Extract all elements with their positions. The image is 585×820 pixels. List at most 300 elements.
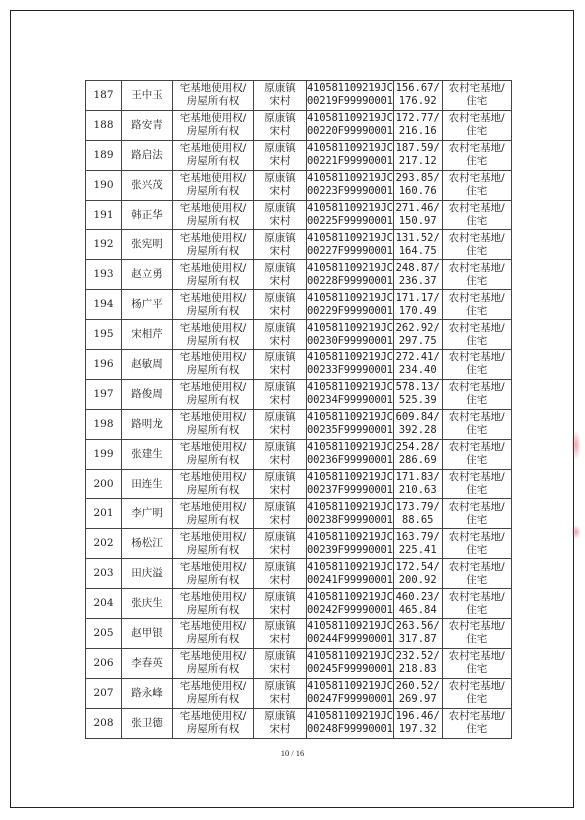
parcel-code-cell <box>307 499 394 529</box>
location-text: 宋村 <box>269 663 291 676</box>
area-text: 196.46/ <box>395 710 440 723</box>
land-use-text: 住宅 <box>466 334 488 347</box>
area-cell <box>393 350 442 380</box>
page-number: 10 / 16 <box>280 748 305 758</box>
land-use-text: 住宅 <box>466 693 488 706</box>
land-use-cell <box>442 260 511 290</box>
right-type-cell <box>173 439 254 469</box>
land-use-text: 农村宅基地/ <box>448 82 505 95</box>
land-use-cell <box>442 379 511 409</box>
row-number-cell <box>86 499 122 529</box>
table-row <box>86 290 512 320</box>
area-cell <box>393 200 442 230</box>
land-use-text: 住宅 <box>466 364 488 377</box>
right-type-cell <box>173 230 254 260</box>
area-text: 163.79/ <box>395 530 440 543</box>
owner-name-text: 赵甲银 <box>131 626 163 639</box>
land-use-text: 农村宅基地/ <box>448 112 505 125</box>
land-use-cell <box>442 170 511 200</box>
land-use-text: 农村宅基地/ <box>448 590 505 603</box>
land-use-text: 农村宅基地/ <box>448 261 505 274</box>
table-row <box>86 350 512 380</box>
land-use-cell <box>442 469 511 499</box>
land-use-text: 住宅 <box>466 424 488 437</box>
land-use-text: 住宅 <box>466 304 488 317</box>
table-row <box>86 260 512 290</box>
right-type-cell <box>173 499 254 529</box>
area-text: 171.83/ <box>395 471 440 484</box>
area-text: 260.52/ <box>395 680 440 693</box>
location-cell <box>254 439 307 469</box>
land-use-text: 住宅 <box>466 244 488 257</box>
right-type-text: 宅基地使用权/ <box>179 530 247 543</box>
right-type-cell <box>173 469 254 499</box>
location-text: 宋村 <box>269 603 291 616</box>
area-cell <box>393 140 442 170</box>
area-cell <box>393 529 442 559</box>
location-cell <box>254 619 307 649</box>
right-type-text: 房屋所有权 <box>186 693 240 706</box>
area-text: 131.52/ <box>395 231 440 244</box>
owner-name-cell <box>122 409 173 439</box>
owner-name-text: 李春英 <box>131 656 163 669</box>
table-row <box>86 81 512 111</box>
land-use-cell <box>442 110 511 140</box>
location-cell <box>254 110 307 140</box>
parcel-code-cell <box>307 379 394 409</box>
row-number-text: 191 <box>93 208 114 221</box>
area-cell <box>393 320 442 350</box>
owner-name-cell <box>122 260 173 290</box>
parcel-code-text: 410581109219JC <box>307 500 393 513</box>
location-text: 宋村 <box>269 185 291 198</box>
land-use-text: 农村宅基地/ <box>448 411 505 424</box>
row-number-text: 208 <box>93 716 114 729</box>
land-use-text: 农村宅基地/ <box>448 680 505 693</box>
owner-name-cell <box>122 619 173 649</box>
area-text: 156.67/ <box>395 82 440 95</box>
land-use-cell <box>442 678 511 708</box>
parcel-code-cell <box>307 678 394 708</box>
row-number-text: 195 <box>93 328 114 341</box>
location-cell <box>254 350 307 380</box>
area-text: 225.41 <box>398 543 437 556</box>
owner-name-cell <box>122 290 173 320</box>
right-type-text: 房屋所有权 <box>186 394 240 407</box>
location-text: 宋村 <box>269 723 291 736</box>
land-use-text: 住宅 <box>466 215 488 227</box>
area-text: 286.69 <box>398 454 437 467</box>
owner-name-cell <box>122 170 173 200</box>
land-use-text: 农村宅基地/ <box>448 381 505 394</box>
right-type-cell <box>173 200 254 230</box>
table-row <box>86 708 512 738</box>
location-cell <box>254 320 307 350</box>
row-number-cell <box>86 170 122 200</box>
area-cell <box>393 81 442 111</box>
row-number-cell <box>86 290 122 320</box>
location-text: 宋村 <box>269 304 291 317</box>
owner-name-cell <box>122 200 173 230</box>
table-row <box>86 320 512 350</box>
row-number-text: 205 <box>93 626 114 639</box>
table-row <box>86 559 512 589</box>
land-use-cell <box>442 200 511 230</box>
area-cell <box>393 379 442 409</box>
location-cell <box>254 529 307 559</box>
area-text: 200.92 <box>398 573 437 586</box>
land-use-cell <box>442 559 511 589</box>
location-text: 宋村 <box>269 125 291 138</box>
right-type-text: 房屋所有权 <box>186 424 240 437</box>
owner-name-text: 李广明 <box>131 507 163 520</box>
location-text: 宋村 <box>269 274 291 287</box>
right-type-text: 宅基地使用权/ <box>179 321 247 334</box>
parcel-code-cell <box>307 439 394 469</box>
land-use-text: 住宅 <box>466 633 488 646</box>
parcel-code-text: 410581109219JC <box>307 441 393 454</box>
location-text: 宋村 <box>269 334 291 347</box>
right-type-text: 宅基地使用权/ <box>179 680 247 693</box>
land-use-text: 住宅 <box>466 484 488 497</box>
area-cell <box>393 678 442 708</box>
location-text: 原康镇 <box>264 112 296 125</box>
land-use-text: 农村宅基地/ <box>448 650 505 663</box>
location-text: 宋村 <box>269 454 291 467</box>
location-text: 原康镇 <box>264 411 296 424</box>
land-use-text: 住宅 <box>466 723 488 736</box>
parcel-code-text: 00228F99990001 <box>307 274 393 287</box>
right-type-cell <box>173 559 254 589</box>
right-type-text: 房屋所有权 <box>186 484 240 497</box>
right-type-text: 房屋所有权 <box>186 185 240 198</box>
location-cell <box>254 409 307 439</box>
owner-name-text: 赵立勇 <box>131 268 163 281</box>
right-type-cell <box>173 708 254 738</box>
area-text: 460.23/ <box>395 590 440 603</box>
right-type-cell <box>173 320 254 350</box>
parcel-code-cell <box>307 409 394 439</box>
parcel-code-text: 00238F99990001 <box>307 513 393 526</box>
area-text: 317.87 <box>398 633 437 646</box>
parcel-code-text: 410581109219JC <box>307 560 393 573</box>
location-text: 原康镇 <box>264 710 296 723</box>
owner-name-cell <box>122 499 173 529</box>
location-text: 宋村 <box>269 513 291 526</box>
area-cell <box>393 170 442 200</box>
parcel-code-text: 410581109219JC <box>307 471 393 484</box>
row-number-text: 192 <box>93 238 114 251</box>
right-type-text: 房屋所有权 <box>186 663 240 676</box>
area-text: 160.76 <box>398 185 437 198</box>
row-number-text: 202 <box>93 537 114 550</box>
area-text: 263.56/ <box>395 620 440 633</box>
parcel-code-text: 410581109219JC <box>307 261 393 274</box>
parcel-code-cell <box>307 320 394 350</box>
right-type-cell <box>173 529 254 559</box>
parcel-code-text: 00225F99990001 <box>307 215 393 227</box>
right-type-text: 宅基地使用权/ <box>179 620 247 633</box>
parcel-code-text: 410581109219JC <box>307 231 393 244</box>
parcel-code-text: 410581109219JC <box>307 411 393 424</box>
area-text: 525.39 <box>398 394 437 407</box>
row-number-text: 201 <box>93 507 114 520</box>
area-text: 465.84 <box>398 603 437 616</box>
area-cell <box>393 469 442 499</box>
location-cell <box>254 379 307 409</box>
row-number-text: 203 <box>93 567 114 580</box>
land-use-text: 住宅 <box>466 573 488 586</box>
right-type-cell <box>173 379 254 409</box>
land-use-text: 农村宅基地/ <box>448 321 505 334</box>
right-type-text: 宅基地使用权/ <box>179 650 247 663</box>
parcel-code-text: 00229F99990001 <box>307 304 393 317</box>
area-cell <box>393 499 442 529</box>
table-row <box>86 499 512 529</box>
parcel-code-text: 410581109219JC <box>307 620 393 633</box>
right-type-text: 房屋所有权 <box>186 633 240 646</box>
row-number-text: 204 <box>93 597 114 610</box>
area-cell <box>393 110 442 140</box>
table-row <box>86 379 512 409</box>
right-type-text: 宅基地使用权/ <box>179 291 247 304</box>
parcel-code-text: 410581109219JC <box>307 530 393 543</box>
area-text: 271.46/ <box>395 202 440 214</box>
row-number-cell <box>86 589 122 619</box>
row-number-text: 193 <box>93 268 114 281</box>
owner-name-cell <box>122 648 173 678</box>
right-type-cell <box>173 350 254 380</box>
row-number-text: 189 <box>93 148 114 161</box>
row-number-cell <box>86 140 122 170</box>
land-use-text: 住宅 <box>466 95 488 108</box>
table-row <box>86 529 512 559</box>
owner-name-text: 韩正华 <box>131 208 163 221</box>
area-text: 197.32 <box>398 723 437 736</box>
parcel-code-cell <box>307 529 394 559</box>
row-number-text: 197 <box>93 387 114 400</box>
parcel-code-cell <box>307 170 394 200</box>
land-use-text: 农村宅基地/ <box>448 471 505 484</box>
area-text: 234.40 <box>398 364 437 377</box>
land-use-text: 农村宅基地/ <box>448 620 505 633</box>
area-text: 172.77/ <box>395 112 440 125</box>
row-number-cell <box>86 708 122 738</box>
table-row <box>86 140 512 170</box>
area-text: 164.75 <box>398 244 437 257</box>
parcel-code-cell <box>307 230 394 260</box>
owner-name-cell <box>122 469 173 499</box>
right-type-text: 宅基地使用权/ <box>179 172 247 185</box>
parcel-code-text: 00230F99990001 <box>307 334 393 347</box>
area-cell <box>393 559 442 589</box>
row-number-text: 200 <box>93 477 114 490</box>
owner-name-text: 张建生 <box>131 447 163 460</box>
location-text: 宋村 <box>269 693 291 706</box>
location-text: 宋村 <box>269 95 291 108</box>
right-type-text: 宅基地使用权/ <box>179 471 247 484</box>
location-text: 宋村 <box>269 573 291 586</box>
parcel-code-cell <box>307 260 394 290</box>
parcel-code-text: 410581109219JC <box>307 590 393 603</box>
owner-name-cell <box>122 350 173 380</box>
location-text: 原康镇 <box>264 650 296 663</box>
right-type-text: 宅基地使用权/ <box>179 261 247 274</box>
owner-name-text: 张卫德 <box>131 716 163 729</box>
land-use-text: 农村宅基地/ <box>448 560 505 573</box>
right-type-text: 宅基地使用权/ <box>179 82 247 95</box>
land-use-text: 农村宅基地/ <box>448 142 505 155</box>
right-type-text: 房屋所有权 <box>186 513 240 526</box>
land-use-cell <box>442 529 511 559</box>
location-text: 宋村 <box>269 543 291 556</box>
owner-name-text: 路俊周 <box>131 387 163 400</box>
location-text: 原康镇 <box>264 231 296 244</box>
land-use-text: 农村宅基地/ <box>448 231 505 244</box>
parcel-code-cell <box>307 559 394 589</box>
parcel-code-text: 00227F99990001 <box>307 244 393 257</box>
land-use-text: 农村宅基地/ <box>448 291 505 304</box>
right-type-text: 宅基地使用权/ <box>179 710 247 723</box>
location-text: 原康镇 <box>264 620 296 633</box>
right-type-text: 宅基地使用权/ <box>179 142 247 155</box>
owner-name-text: 张宪明 <box>131 238 163 251</box>
parcel-code-text: 410581109219JC <box>307 351 393 364</box>
parcel-code-text: 410581109219JC <box>307 650 393 663</box>
owner-name-text: 路启法 <box>131 148 163 161</box>
land-use-text: 农村宅基地/ <box>448 202 505 214</box>
location-text: 原康镇 <box>264 261 296 274</box>
owner-name-cell <box>122 230 173 260</box>
location-text: 原康镇 <box>264 500 296 513</box>
parcel-code-text: 00234F99990001 <box>307 394 393 407</box>
right-type-text: 房屋所有权 <box>186 454 240 467</box>
parcel-code-text: 410581109219JC <box>307 202 393 214</box>
parcel-code-text: 410581109219JC <box>307 112 393 125</box>
right-type-text: 房屋所有权 <box>186 573 240 586</box>
location-cell <box>254 230 307 260</box>
owner-name-cell <box>122 589 173 619</box>
right-type-text: 房屋所有权 <box>186 603 240 616</box>
parcel-code-text: 410581109219JC <box>307 680 393 693</box>
location-text: 宋村 <box>269 394 291 407</box>
location-text: 宋村 <box>269 633 291 646</box>
right-type-text: 房屋所有权 <box>186 334 240 347</box>
parcel-code-text: 410581109219JC <box>307 142 393 155</box>
parcel-code-text: 00241F99990001 <box>307 573 393 586</box>
owner-name-cell <box>122 140 173 170</box>
row-number-cell <box>86 81 122 111</box>
location-cell <box>254 290 307 320</box>
area-text: 272.41/ <box>395 351 440 364</box>
location-cell <box>254 648 307 678</box>
land-use-cell <box>442 290 511 320</box>
location-text: 原康镇 <box>264 560 296 573</box>
row-number-cell <box>86 439 122 469</box>
parcel-code-text: 00242F99990001 <box>307 603 393 616</box>
land-use-text: 住宅 <box>466 125 488 138</box>
row-number-text: 188 <box>93 118 114 131</box>
parcel-code-text: 00219F99990001 <box>307 95 393 108</box>
right-type-text: 宅基地使用权/ <box>179 381 247 394</box>
right-type-cell <box>173 409 254 439</box>
right-type-text: 房屋所有权 <box>186 364 240 377</box>
right-type-text: 宅基地使用权/ <box>179 411 247 424</box>
location-text: 原康镇 <box>264 321 296 334</box>
right-type-cell <box>173 110 254 140</box>
location-text: 原康镇 <box>264 530 296 543</box>
area-cell <box>393 648 442 678</box>
right-type-cell <box>173 170 254 200</box>
owner-name-text: 路明龙 <box>131 417 163 430</box>
parcel-code-text: 410581109219JC <box>307 291 393 304</box>
registry-table <box>85 80 512 739</box>
right-type-cell <box>173 678 254 708</box>
owner-name-text: 路安青 <box>131 118 163 131</box>
parcel-code-cell <box>307 110 394 140</box>
table-row <box>86 409 512 439</box>
area-cell <box>393 260 442 290</box>
parcel-code-cell <box>307 290 394 320</box>
area-text: 236.37 <box>398 274 437 287</box>
parcel-code-cell <box>307 140 394 170</box>
location-text: 原康镇 <box>264 381 296 394</box>
land-use-text: 住宅 <box>466 513 488 526</box>
area-text: 392.28 <box>398 424 437 437</box>
right-type-text: 房屋所有权 <box>186 215 240 227</box>
owner-name-text: 赵敏周 <box>131 357 163 370</box>
parcel-code-cell <box>307 619 394 649</box>
owner-name-cell <box>122 439 173 469</box>
location-text: 原康镇 <box>264 590 296 603</box>
area-text: 248.87/ <box>395 261 440 274</box>
right-type-text: 宅基地使用权/ <box>179 441 247 454</box>
row-number-cell <box>86 678 122 708</box>
owner-name-text: 王中玉 <box>131 88 163 101</box>
location-text: 原康镇 <box>264 471 296 484</box>
location-text: 宋村 <box>269 244 291 257</box>
table-row <box>86 439 512 469</box>
area-cell <box>393 409 442 439</box>
land-use-text: 住宅 <box>466 274 488 287</box>
right-type-text: 房屋所有权 <box>186 95 240 108</box>
area-cell <box>393 230 442 260</box>
row-number-cell <box>86 469 122 499</box>
row-number-cell <box>86 409 122 439</box>
stamp-fragment <box>571 525 581 539</box>
owner-name-cell <box>122 678 173 708</box>
land-use-text: 住宅 <box>466 155 488 168</box>
row-number-cell <box>86 230 122 260</box>
parcel-code-text: 00235F99990001 <box>307 424 393 437</box>
right-type-text: 宅基地使用权/ <box>179 351 247 364</box>
land-use-text: 住宅 <box>466 603 488 616</box>
location-cell <box>254 589 307 619</box>
row-number-text: 199 <box>93 447 114 460</box>
location-text: 原康镇 <box>264 142 296 155</box>
location-text: 原康镇 <box>264 82 296 95</box>
right-type-text: 房屋所有权 <box>186 274 240 287</box>
land-use-text: 农村宅基地/ <box>448 710 505 723</box>
area-cell <box>393 619 442 649</box>
location-text: 宋村 <box>269 364 291 377</box>
land-use-text: 农村宅基地/ <box>448 530 505 543</box>
location-cell <box>254 140 307 170</box>
land-use-text: 住宅 <box>466 394 488 407</box>
table-row <box>86 110 512 140</box>
owner-name-text: 张兴茂 <box>131 178 163 191</box>
row-number-cell <box>86 648 122 678</box>
